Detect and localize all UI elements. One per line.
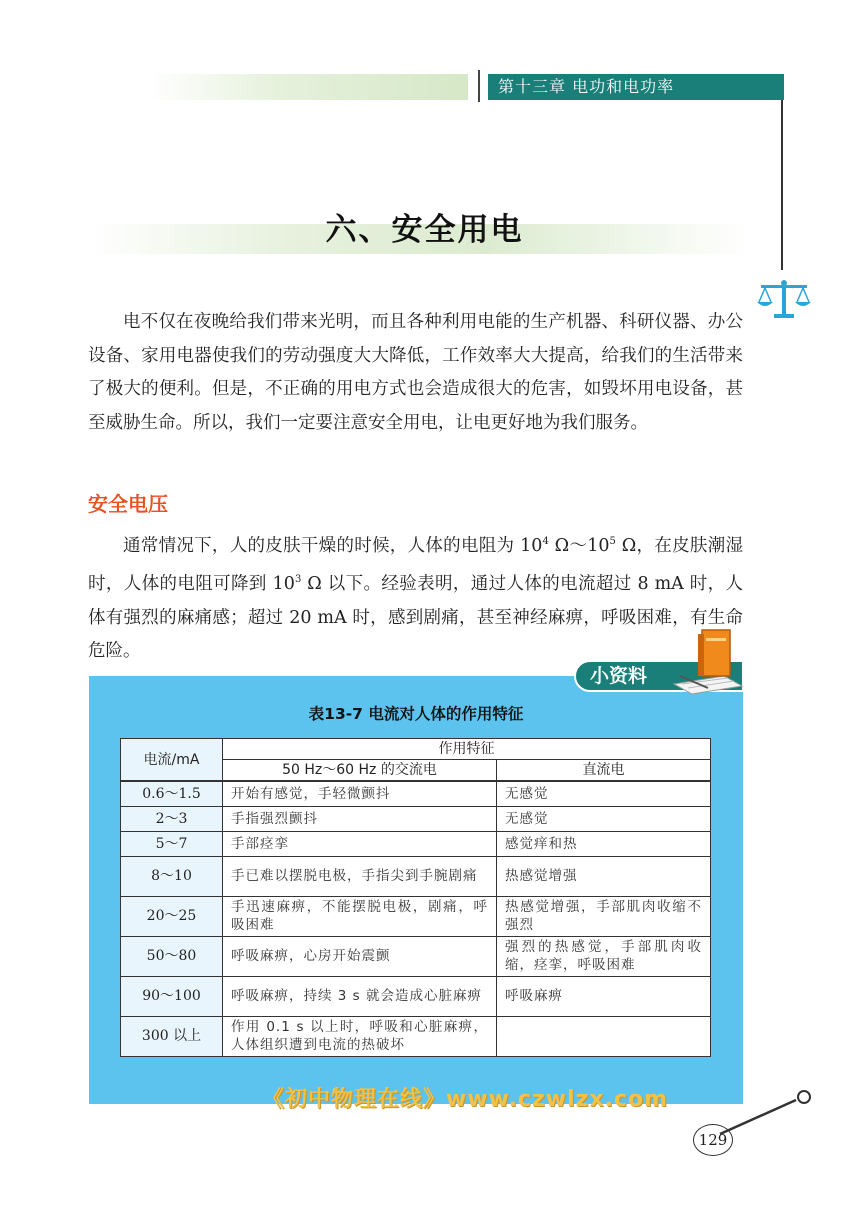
- cell-ac: 手迅速麻痹，不能摆脱电极，剧痛，呼吸困难: [223, 896, 497, 936]
- cell-ac: 手已难以摆脱电极，手指尖到手腕剧痛: [223, 856, 497, 896]
- intro-paragraph: 电不仅在夜晚给我们带来光明，而且各种利用电能的生产机器、科研仪器、办公设备、家用电器使我们的劳动强度大大降低，工作效率大大提高，给我们的生活带来了极大的便利。但是，不正确的用电方式也会造成很大的危害，如毁坏用电设备，甚至威胁生命。所以，我们一定要注意安全用电，让电更好地为我们服务。: [88, 312, 743, 433]
- exponent: 3: [294, 574, 302, 586]
- cell-current: 50～80: [121, 936, 223, 976]
- cell-ac: 开始有感觉，手轻微颤抖: [223, 781, 497, 806]
- text-run: 通常情况下，人的皮肤干燥的时候，人体的电阻为 10: [123, 535, 543, 556]
- cell-dc: 呼吸麻痹: [497, 976, 711, 1016]
- page-number: 129: [693, 1124, 733, 1156]
- cell-current: 90～100: [121, 976, 223, 1016]
- cell-current: 0.6～1.5: [121, 781, 223, 806]
- text-run: Ω 以下。经验表明，通过人体的电流超过 8 mA 时，人体有强烈的麻痛感；超过 20 mA 时，感到剧痛，甚至神经麻痹，呼吸困难，有生命危险。: [88, 574, 743, 662]
- page-title: 六、安全用电: [325, 212, 524, 248]
- cell-dc: 强烈的热感觉，手部肌肉收缩，痉挛，呼吸困难: [497, 936, 711, 976]
- text-run: Ω～10: [548, 535, 610, 556]
- table-row: [121, 831, 711, 856]
- table-row: [121, 936, 711, 976]
- cell-ac: 呼吸麻痹，持续 3 s 就会造成心脏麻痹: [223, 976, 497, 1016]
- watermark: 《初中物理在线》www.czwlzx.com: [262, 1087, 669, 1112]
- table-row: [121, 856, 711, 896]
- book-icon: [668, 626, 746, 696]
- cell-current: 2～3: [121, 806, 223, 831]
- cell-dc: [497, 1016, 711, 1056]
- exponent: 5: [609, 536, 616, 547]
- table-row: [121, 1016, 711, 1056]
- cell-ac: 手指强烈颤抖: [223, 806, 497, 831]
- info-badge-label: 小资料: [590, 665, 648, 687]
- cell-current: 5～7: [121, 831, 223, 856]
- cell-ac: 手部痉挛: [223, 831, 497, 856]
- section-title: 安全电压: [88, 492, 168, 516]
- table-row: [121, 976, 711, 1016]
- balance-scale-icon: [757, 278, 811, 322]
- header-divider: [478, 70, 480, 102]
- text-run: Ω，在皮肤潮湿时，人体的电阻可降到 10: [88, 535, 743, 595]
- header-current: 电流/mA: [121, 739, 223, 782]
- table-header-row: [121, 739, 711, 760]
- cell-ac: 呼吸麻痹，心房开始震颤: [223, 936, 497, 976]
- table-row: [121, 896, 711, 936]
- current-effects-table: [120, 738, 711, 1057]
- exponent: 4: [542, 536, 549, 547]
- header-effects: 作用特征: [223, 739, 711, 760]
- cell-dc: 热感觉增强: [497, 856, 711, 896]
- header-stripe: [150, 74, 468, 100]
- cell-dc: 热感觉增强，手部肌肉收缩不强烈: [497, 896, 711, 936]
- header-ac: 50 Hz～60 Hz 的交流电: [223, 760, 497, 782]
- chapter-header: 第十三章 电功和电功率: [488, 74, 784, 100]
- table-row: [121, 781, 711, 806]
- section-paragraph: [88, 525, 743, 669]
- cell-ac: 作用 0.1 s 以上时，呼吸和心脏麻痹，人体组织遭到电流的热破坏: [223, 1016, 497, 1056]
- cell-current: 20～25: [121, 896, 223, 936]
- header-dc: 直流电: [497, 760, 711, 782]
- table-row: [121, 806, 711, 831]
- cell-current: 300 以上: [121, 1016, 223, 1056]
- cell-dc: 无感觉: [497, 781, 711, 806]
- table-caption: 表13-7 电流对人体的作用特征: [308, 705, 524, 723]
- cell-current: 8～10: [121, 856, 223, 896]
- cell-dc: 无感觉: [497, 806, 711, 831]
- cell-dc: 感觉痒和热: [497, 831, 711, 856]
